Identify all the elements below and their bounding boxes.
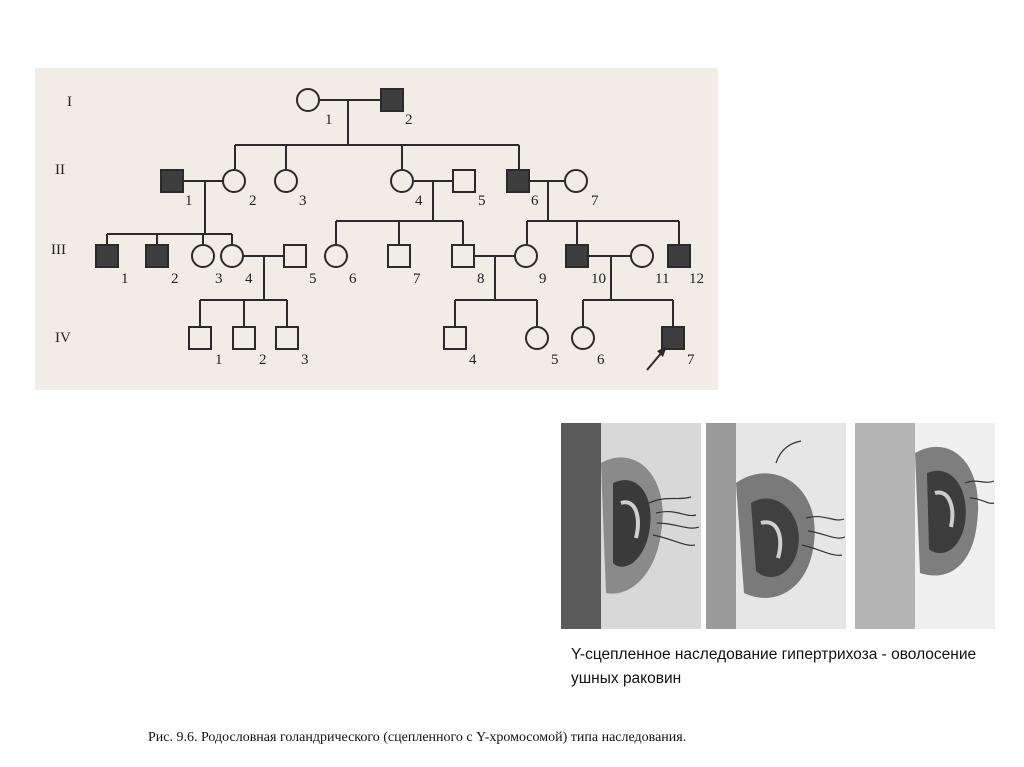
gen-iv-number-3: 3 (301, 352, 309, 368)
gen-ii-individual-6-male-square (507, 170, 529, 192)
gen-iii-number-10: 10 (591, 271, 606, 287)
gen-ii-individual-7-female-circle (565, 170, 587, 192)
gen-iii-number-9: 9 (539, 271, 547, 287)
gen-iii-individual-1-male-square (96, 245, 118, 267)
gen-ii-number-5: 5 (478, 193, 486, 209)
generation-label-I: I (67, 94, 72, 110)
gen-iii-number-7: 7 (413, 271, 421, 287)
pedigree-individuals (96, 89, 690, 349)
gen-i-individual-1-female-circle (297, 89, 319, 111)
gen-iii-number-2: 2 (171, 271, 179, 287)
ear-photos (561, 423, 995, 629)
gen-iii-individual-11-female-circle (631, 245, 653, 267)
gen-iv-number-1: 1 (215, 352, 223, 368)
gen-iii-individual-12-male-square (668, 245, 690, 267)
gen-ii-individual-5-male-square (453, 170, 475, 192)
gen-ii-individual-1-male-square (161, 170, 183, 192)
gen-iii-number-6: 6 (349, 271, 357, 287)
ear-photo-3 (855, 423, 995, 629)
gen-iii-individual-8-male-square (452, 245, 474, 267)
gen-iii-individual-4-female-circle (221, 245, 243, 267)
gen-i-individual-2-male-square (381, 89, 403, 111)
gen-iii-number-8: 8 (477, 271, 485, 287)
gen-ii-individual-2-female-circle (223, 170, 245, 192)
gen-iv-number-7: 7 (687, 352, 695, 368)
generation-label-IV: IV (55, 330, 71, 346)
gen-iii-number-3: 3 (215, 271, 223, 287)
gen-iii-number-11: 11 (655, 271, 670, 287)
gen-iv-number-4: 4 (469, 352, 477, 368)
generation-label-II: II (55, 162, 65, 178)
gen-i-number-1: 1 (325, 112, 333, 128)
gen-iii-individual-7-male-square (388, 245, 410, 267)
gen-iii-individual-10-male-square (566, 245, 588, 267)
photo-caption: Y-сцепленное наследование гипертрихоза - оволосение ушных раковин (571, 646, 977, 687)
gen-iii-individual-9-female-circle (515, 245, 537, 267)
gen-ii-number-4: 4 (415, 193, 423, 209)
gen-iv-number-5: 5 (551, 352, 559, 368)
gen-ii-number-6: 6 (531, 193, 539, 209)
gen-iii-individual-6-female-circle (325, 245, 347, 267)
proband-arrow-icon (647, 346, 667, 370)
gen-iv-individual-2-male-square (233, 327, 255, 349)
pedigree-svg (35, 68, 718, 390)
gen-ii-number-2: 2 (249, 193, 257, 209)
gen-iv-individual-1-male-square (189, 327, 211, 349)
figure-caption: Рис. 9.6. Родословная голандрического (сцепленного с Y-хромосомой) типа наследования. (148, 730, 687, 745)
gen-iv-individual-7-male-square (662, 327, 684, 349)
gen-iv-number-2: 2 (259, 352, 267, 368)
ear-photo-2 (706, 423, 846, 629)
gen-iii-individual-2-male-square (146, 245, 168, 267)
gen-ii-number-7: 7 (591, 193, 599, 209)
gen-ii-individual-4-female-circle (391, 170, 413, 192)
gen-iv-individual-3-male-square (276, 327, 298, 349)
gen-ii-number-1: 1 (185, 193, 193, 209)
gen-i-number-2: 2 (405, 112, 413, 128)
pedigree-diagram (35, 68, 718, 390)
gen-iv-individual-5-female-circle (526, 327, 548, 349)
gen-iv-number-6: 6 (597, 352, 605, 368)
gen-iii-individual-3-female-circle (192, 245, 214, 267)
ear-photo-1 (561, 423, 701, 629)
gen-iii-number-5: 5 (309, 271, 317, 287)
pedigree-lines (107, 100, 679, 326)
gen-iii-number-12: 12 (689, 271, 704, 287)
gen-iii-number-1: 1 (121, 271, 129, 287)
gen-ii-individual-3-female-circle (275, 170, 297, 192)
generation-label-III: III (51, 242, 66, 258)
gen-ii-number-3: 3 (299, 193, 307, 209)
gen-iv-individual-6-female-circle (572, 327, 594, 349)
gen-iii-individual-5-male-square (284, 245, 306, 267)
gen-iii-number-4: 4 (245, 271, 253, 287)
gen-iv-individual-4-male-square (444, 327, 466, 349)
